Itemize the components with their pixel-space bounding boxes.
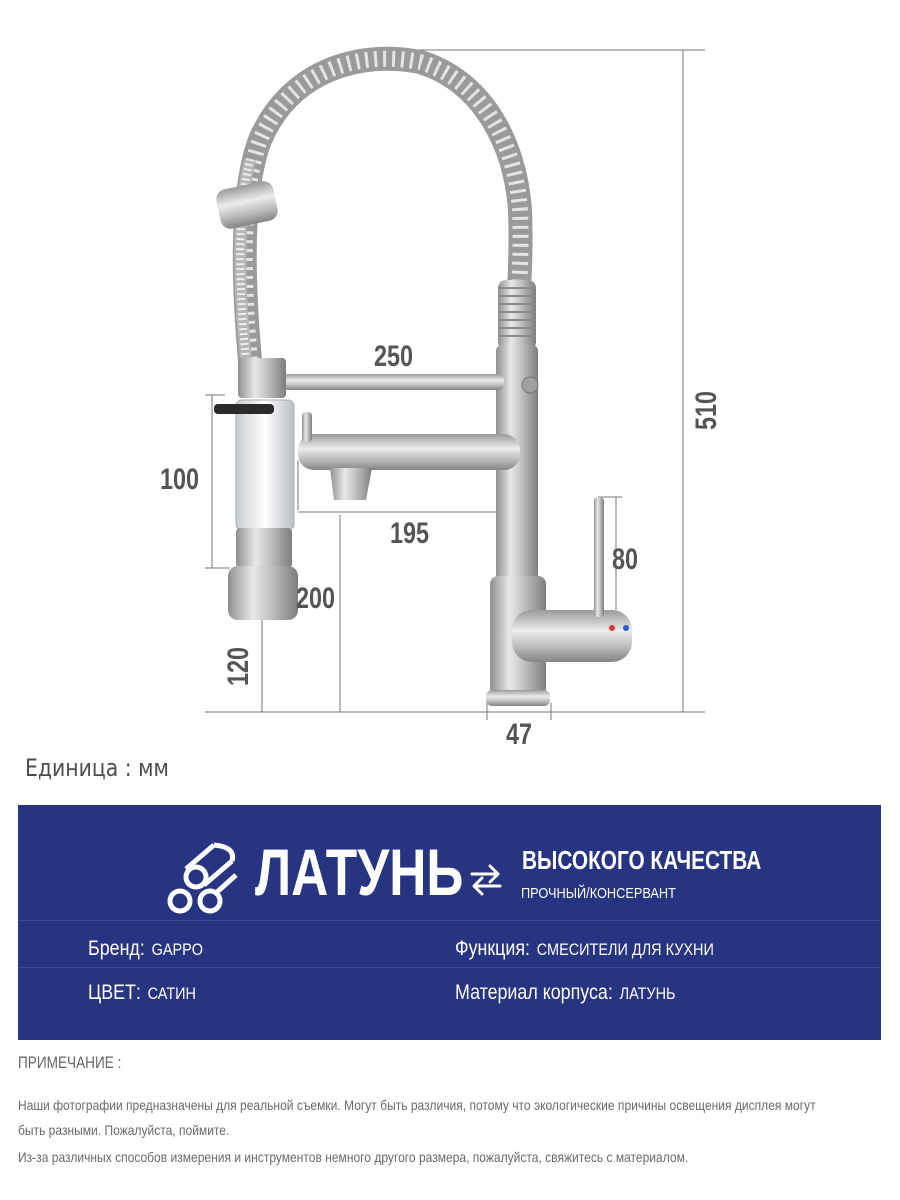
swap-arrows-icon: [468, 863, 504, 897]
spec-label: Бренд:: [88, 937, 145, 960]
sprayer-holder: [238, 358, 286, 398]
spec-value: GAPPO: [151, 940, 204, 959]
dim-spray-height: 100: [160, 463, 200, 496]
material-title: ЛАТУНЬ: [255, 835, 464, 909]
sprayer-lever: [214, 404, 274, 414]
note-line: Наши фотографии предназначены для реальной съемки. Могут быть различия, потому что экологические причины освещения дисплея могут: [18, 1097, 816, 1113]
dim-lever-height: 80: [612, 543, 639, 576]
spec-label: Функция:: [455, 937, 530, 960]
dim-base-diameter: 47: [506, 718, 533, 751]
sprayer-neck: [236, 528, 292, 568]
spec-label: ЦВЕТ:: [88, 981, 141, 1004]
spout-knob: [302, 412, 312, 442]
spout-outlet: [330, 468, 372, 500]
notes-title: ПРИМЕЧАНИЕ :: [18, 1053, 122, 1072]
note-line: Из-за различных способов измерения и инструментов немного другого размера, пожалуйста, свяжитесь с материалом.: [18, 1149, 689, 1165]
dim-arm-length: 250: [374, 340, 414, 373]
spec-body-material: [455, 981, 676, 1005]
dim-spout-length: 195: [390, 517, 430, 550]
spec-label: Материал корпуса:: [455, 981, 613, 1004]
faucet-base: [486, 690, 550, 706]
note-line: быть разными. Пожалуйста, поймите.: [18, 1122, 230, 1138]
mixer-lever: [594, 497, 604, 617]
material-banner: [18, 805, 881, 1040]
spec-function: [455, 937, 714, 961]
spring-coil: [214, 59, 536, 360]
banner-divider: [18, 920, 881, 921]
spec-color: [88, 981, 196, 1005]
upper-arm: [282, 374, 504, 390]
column-button: [522, 377, 538, 393]
spec-value: СМЕСИТЕЛИ ДЛЯ КУХНИ: [536, 940, 714, 959]
spec-value: САТИН: [147, 984, 196, 1003]
unit-label: Единица : мм: [25, 754, 169, 782]
sprayer-head: [228, 566, 298, 620]
banner-divider: [18, 967, 881, 968]
dim-spray-clearance: 200: [296, 582, 336, 615]
pipes-icon: [166, 839, 240, 915]
quality-title: ВЫСОКОГО КАЧЕСТВА: [522, 845, 762, 875]
quality-subtitle: ПРОЧНЫЙ/КОНСЕРВАНТ: [521, 885, 676, 902]
spec-brand: [88, 937, 203, 961]
lower-spout: [298, 434, 520, 470]
dim-outlet-height: 120: [222, 646, 255, 686]
dim-height-total: 510: [690, 390, 723, 430]
mixer-housing: [512, 610, 632, 662]
spec-value: ЛАТУНЬ: [619, 984, 676, 1003]
sprayer-body: [236, 400, 294, 530]
